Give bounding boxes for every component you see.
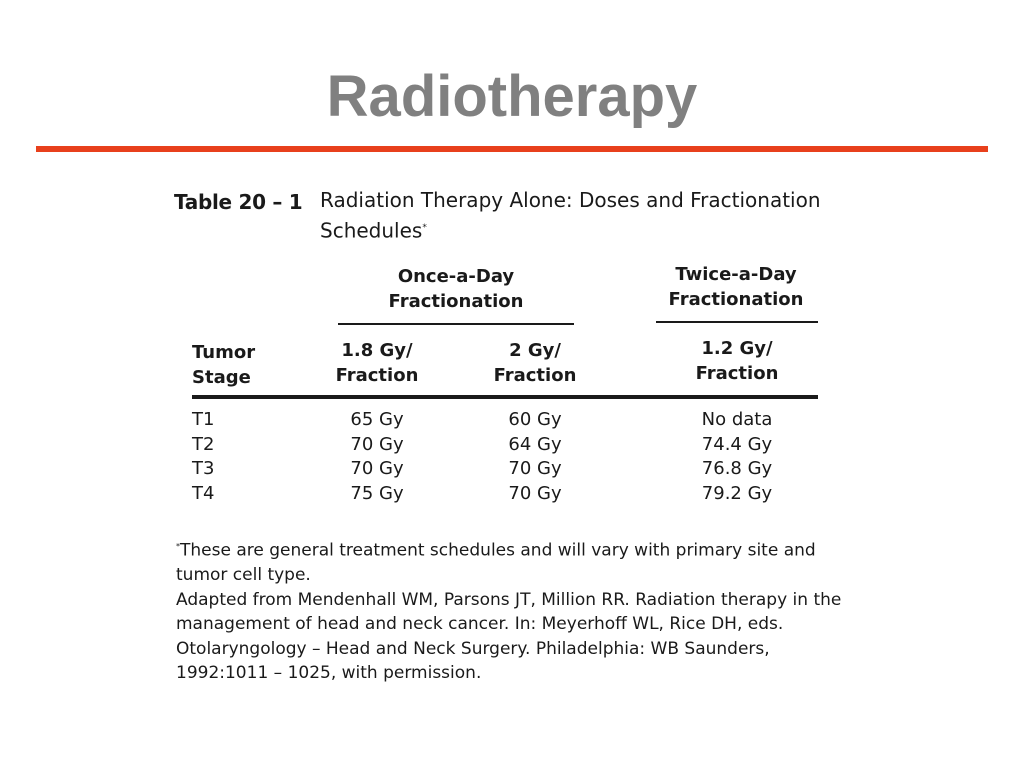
cell-1-8-gy: 70 Gy bbox=[350, 433, 404, 455]
cell-1-2-gy: 74.4 Gy bbox=[701, 433, 773, 455]
footnote-source: Adapted from Mendenhall WM, Parsons JT, Million RR. Radiation therapy in the management of head and neck cancer. In: Meyerhoff WL, Rice DH, eds. Otolaryngology – Head and Neck Surgery. Philadelphia: WB Saunders, 1992:1011 – 1025, with permission. bbox=[176, 589, 842, 684]
cell-stage: T4 bbox=[192, 482, 215, 504]
cell-2-gy: 70 Gy bbox=[508, 458, 562, 479]
column-header-2-gy: 2 Gy/ Fraction bbox=[493, 340, 577, 386]
cell-1-2-gy: No data bbox=[701, 409, 773, 430]
column-header-1-8-gy: 1.8 Gy/ Fraction bbox=[335, 340, 419, 386]
cell-1-2-gy: 79.2 Gy bbox=[701, 482, 773, 504]
table-number: Table 20 – 1 bbox=[174, 190, 303, 214]
cell-1-8-gy: 65 Gy bbox=[350, 409, 404, 430]
cell-stage: T2 bbox=[192, 433, 215, 455]
cell-stage: T1 bbox=[192, 409, 215, 430]
group-rule-twice-a-day bbox=[656, 321, 818, 323]
cell-stage: T3 bbox=[192, 458, 215, 479]
cell-1-8-gy: 75 Gy bbox=[350, 482, 404, 504]
table-row bbox=[192, 457, 818, 482]
cell-2-gy: 70 Gy bbox=[508, 482, 562, 504]
cell-1-8-gy: 70 Gy bbox=[350, 458, 404, 479]
title-underline bbox=[36, 146, 988, 152]
table-row bbox=[192, 408, 818, 433]
slide-title: Radiotherapy bbox=[326, 64, 698, 129]
table-row bbox=[192, 482, 818, 507]
cell-1-2-gy: 76.8 Gy bbox=[701, 458, 773, 479]
table-footnote bbox=[176, 535, 846, 686]
caption-footnote-mark: * bbox=[422, 223, 427, 233]
group-header-twice-a-day: Twice-a-Day Fractionation bbox=[668, 264, 804, 310]
header-rule bbox=[192, 395, 818, 399]
table-caption bbox=[320, 186, 840, 245]
footnote-mark: * bbox=[176, 542, 180, 551]
table-body bbox=[192, 408, 818, 506]
scanned-table-image bbox=[168, 180, 848, 690]
footnote-note bbox=[176, 535, 846, 588]
table-row bbox=[192, 433, 818, 458]
column-header-1-2-gy: 1.2 Gy/ Fraction bbox=[695, 338, 779, 384]
column-header-tumor-stage: Tumor Stage bbox=[192, 342, 256, 388]
footnote-note-text: These are general treatment schedules and will vary with primary site and tumor cell type. bbox=[176, 540, 816, 586]
group-rule-once-a-day bbox=[338, 323, 574, 325]
cell-2-gy: 60 Gy bbox=[508, 409, 562, 430]
group-header-once-a-day: Once-a-Day Fractionation bbox=[388, 266, 524, 312]
table-caption-text: Radiation Therapy Alone: Doses and Fractionation Schedules bbox=[320, 188, 821, 243]
cell-2-gy: 64 Gy bbox=[508, 433, 562, 455]
